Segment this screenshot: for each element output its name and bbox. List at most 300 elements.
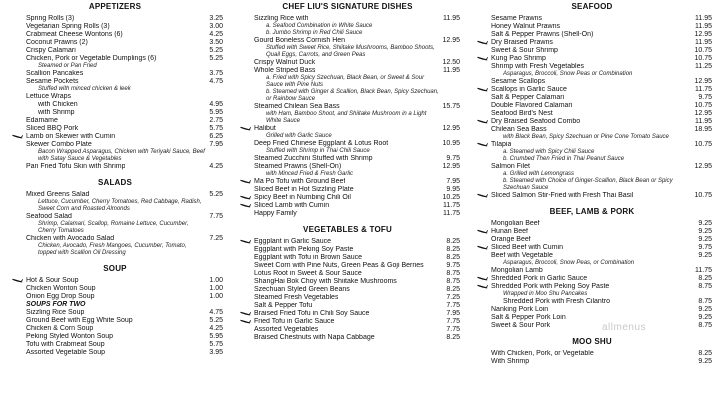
menu-item xyxy=(468,102,716,110)
menu-item xyxy=(3,163,227,171)
menu-item xyxy=(468,192,716,200)
menu-item xyxy=(231,318,464,326)
menu-item xyxy=(231,310,464,318)
menu-item xyxy=(3,349,227,357)
menu-item xyxy=(3,47,227,55)
item-price: 5.75 xyxy=(209,341,223,348)
menu-item xyxy=(231,262,464,270)
item-price: 10.75 xyxy=(694,102,712,109)
item-name: Lamb on Skewer with Cumin xyxy=(26,133,116,140)
menu-item xyxy=(231,202,464,210)
item-name: Steamed Fresh Vegetables xyxy=(254,294,339,301)
item-name: Braised Chestnuts with Napa Cabbage xyxy=(254,334,375,341)
item-price: 11.95 xyxy=(695,118,712,125)
item-name: Fried Tofu in Garlic Sauce xyxy=(254,318,335,325)
item-name: Sizzling Rice with xyxy=(254,15,309,22)
item-name: Crispy Walnut Duck xyxy=(254,59,316,66)
item-price: 11.75 xyxy=(443,210,460,217)
item-price: 12.50 xyxy=(442,59,460,66)
menu-item xyxy=(3,341,227,349)
item-price: 6.25 xyxy=(209,133,223,140)
item-description: Asparagus, Broccoli, Snow Peas, or Combination xyxy=(503,260,635,266)
item-name: With Shrimp xyxy=(491,358,530,365)
menu-item xyxy=(3,141,227,149)
menu-item xyxy=(468,220,716,228)
item-name: Pan Fried Tofu Skin with Shrimp xyxy=(26,163,126,170)
chili-pepper-icon xyxy=(240,239,251,244)
item-price: 12.95 xyxy=(694,31,712,38)
item-description: Wrapped in Moo Shu Pancakes xyxy=(503,291,588,297)
item-price: 9.25 xyxy=(698,236,712,243)
item-name: Sliced Beef with Cumin xyxy=(491,244,563,251)
menu-item xyxy=(3,23,227,31)
item-name: Shredded Pork with Peking Soy Paste xyxy=(491,283,610,290)
item-description: Shrimp, Calamari, Scallop, Romaine Lettuce, Cucumber, Cherry Tomatoes xyxy=(38,221,189,234)
menu-item xyxy=(3,191,227,199)
menu-item xyxy=(3,31,227,39)
item-name: Crabmeat Cheese Wontons (6) xyxy=(26,31,123,38)
item-price: 7.75 xyxy=(446,326,460,333)
menu-item xyxy=(231,178,464,186)
item-name: Whole Striped Bass xyxy=(254,67,316,74)
item-name: Nanking Pork Loin xyxy=(491,306,549,313)
item-price: 4.75 xyxy=(209,309,223,316)
menu-item xyxy=(3,133,227,141)
item-name: SOUPS FOR TWO xyxy=(26,301,86,308)
item-price: 1.00 xyxy=(209,285,223,292)
item-price: 8.75 xyxy=(698,322,712,329)
item-price: 12.95 xyxy=(694,78,712,85)
menu-item xyxy=(468,94,716,102)
item-name: Chicken Wonton Soup xyxy=(26,285,96,292)
chili-pepper-icon xyxy=(477,229,488,234)
item-name: Hunan Beef xyxy=(491,228,528,235)
item-price: 7.25 xyxy=(446,294,460,301)
menu-item xyxy=(231,186,464,194)
item-price: 8.75 xyxy=(446,270,460,277)
item-name: Sesame Prawns xyxy=(491,15,542,22)
item-price: 8.25 xyxy=(698,350,712,357)
item-price: 3.95 xyxy=(209,349,223,356)
section-title: MOO SHU xyxy=(572,337,612,346)
menu-item xyxy=(3,70,227,78)
menu-item xyxy=(3,125,227,133)
menu-item xyxy=(3,15,227,23)
section-title: SALADS xyxy=(97,178,133,187)
chili-pepper-icon xyxy=(240,179,251,184)
item-description: Lettuce, Cucumber, Cherry Tomatoes, Red Cabbage, Radish, Sweet Corn and Roasted Almonds xyxy=(38,199,202,212)
menu-item xyxy=(3,333,227,341)
menu-item xyxy=(468,298,716,306)
item-price: 2.75 xyxy=(209,117,223,124)
item-price: 11.75 xyxy=(695,267,712,274)
item-price: 11.95 xyxy=(443,67,460,74)
menu-item xyxy=(231,210,464,218)
menu-item xyxy=(3,301,227,309)
menu-item xyxy=(231,286,464,294)
menu-item xyxy=(231,59,464,67)
item-price: 9.25 xyxy=(698,314,712,321)
item-price: 9.25 xyxy=(698,358,712,365)
item-price: 4.95 xyxy=(209,101,223,108)
item-name: Sweet & Sour Pork xyxy=(491,322,551,329)
chili-pepper-icon xyxy=(477,56,488,61)
item-name: Double Flavored Calamari xyxy=(491,102,573,109)
section-title: SEAFOOD xyxy=(571,2,613,11)
item-name: ShangHai Bok Choy with Shiitake Mushrooms xyxy=(254,278,397,285)
item-price: 4.25 xyxy=(209,325,223,332)
item-description: Asparagus, Broccoli, Snow Peas or Combination xyxy=(503,71,633,77)
item-name: Shredded Pork in Garlic Sauce xyxy=(491,275,588,282)
menu-item xyxy=(468,47,716,55)
item-name: Sesame Pockets xyxy=(26,78,79,85)
menu-item xyxy=(468,358,716,366)
menu-item xyxy=(231,246,464,254)
item-price: 9.25 xyxy=(698,306,712,313)
item-price: 5.95 xyxy=(209,109,223,116)
item-price: 8.25 xyxy=(446,334,460,341)
chili-pepper-icon xyxy=(12,278,23,283)
item-name: Deep Fried Chinese Eggplant & Lotus Root xyxy=(254,140,389,147)
item-price: 8.75 xyxy=(698,283,712,290)
menu-item xyxy=(231,294,464,302)
chili-pepper-icon xyxy=(240,319,251,324)
item-price: 10.75 xyxy=(694,141,712,148)
chili-pepper-icon xyxy=(477,119,488,124)
menu-item xyxy=(468,267,716,275)
item-name: Halibut xyxy=(254,125,276,132)
item-name: Ground Beef with Egg White Soup xyxy=(26,317,133,324)
chili-pepper-icon xyxy=(240,126,251,131)
item-name: Edamame xyxy=(26,117,58,124)
item-price: 3.00 xyxy=(209,23,223,30)
item-name: Ma Po Tofu with Ground Beef xyxy=(254,178,346,185)
chili-pepper-icon xyxy=(477,245,488,250)
item-price: 9.25 xyxy=(698,228,712,235)
item-price: 3.50 xyxy=(209,39,223,46)
item-price: 8.25 xyxy=(446,246,460,253)
menu-item xyxy=(468,118,716,126)
item-price: 11.95 xyxy=(443,15,460,22)
menu-item xyxy=(231,67,464,75)
menu-item xyxy=(468,275,716,283)
item-price: 7.95 xyxy=(446,310,460,317)
item-description: Bacon Wrapped Asparagus, Chicken with Teriyaki Sauce, Beef with Satay Sauce & Vegetables xyxy=(38,149,205,162)
item-price: 3.75 xyxy=(209,70,223,77)
menu-item xyxy=(468,244,716,252)
item-description: a. Grilled with Lemongrass xyxy=(503,171,575,177)
chili-pepper-icon xyxy=(477,87,488,92)
item-name: Salt & Pepper Calamari xyxy=(491,94,565,101)
item-name: Onion Egg Drop Soup xyxy=(26,293,95,300)
item-price: 1.00 xyxy=(209,277,223,284)
section-title: CHEF LIU'S SIGNATURE DISHES xyxy=(282,2,413,11)
item-name: Steamed Chilean Sea Bass xyxy=(254,103,340,110)
menu-item xyxy=(468,314,716,322)
item-price: 9.25 xyxy=(698,220,712,227)
item-name: Chicken & Corn Soup xyxy=(26,325,94,332)
menu-item xyxy=(3,109,227,117)
item-price: 11.95 xyxy=(695,15,712,22)
item-description: Stuffed with Shrimp in Thai Chili Sauce xyxy=(266,148,370,154)
item-name: Eggplant with Tofu in Brown Sauce xyxy=(254,254,363,261)
item-name: Sliced Lamb with Cumin xyxy=(254,202,330,209)
item-name: Crispy Calamari xyxy=(26,47,76,54)
item-price: 11.75 xyxy=(695,86,712,93)
menu-item xyxy=(468,283,716,291)
menu-item xyxy=(468,350,716,358)
item-name: Salmon Filet xyxy=(491,163,530,170)
item-name: Assorted Vegetable Soup xyxy=(26,349,106,356)
item-price: 12.95 xyxy=(442,125,460,132)
item-price: 8.25 xyxy=(446,238,460,245)
item-price: 4.25 xyxy=(209,31,223,38)
item-name: Gourd Boneless Cornish Hen xyxy=(254,37,346,44)
item-description: a. Seafood Combination in White Sauce xyxy=(266,23,373,29)
menu-item xyxy=(231,326,464,334)
item-description: b. Crumbed Then Fried in Thai Peanut Sauce xyxy=(503,156,625,162)
chili-pepper-icon xyxy=(240,311,251,316)
item-name: Mongolian Beef xyxy=(491,220,540,227)
item-name: Orange Beef xyxy=(491,236,531,243)
item-name: Hot & Sour Soup xyxy=(26,277,79,284)
item-name: Lettuce Wraps xyxy=(26,93,72,100)
item-price: 11.25 xyxy=(695,63,712,70)
item-name: with Chicken xyxy=(38,101,78,108)
menu-item xyxy=(468,126,716,134)
item-name: Sizzling Rice Soup xyxy=(26,309,85,316)
item-name: Happy Family xyxy=(254,210,297,217)
item-price: 7.75 xyxy=(446,302,460,309)
item-name: Tofu with Crabmeat Soup xyxy=(26,341,105,348)
item-price: 12.95 xyxy=(442,37,460,44)
menu-item xyxy=(3,317,227,325)
item-price: 4.75 xyxy=(209,78,223,85)
menu-item xyxy=(468,55,716,63)
menu-column-1 xyxy=(3,0,227,407)
item-price: 7.95 xyxy=(209,141,223,148)
menu-item xyxy=(231,334,464,342)
item-name: Vegetarian Spring Rolls (3) xyxy=(26,23,110,30)
item-name: Spicy Beef in Numbing Chili Oil xyxy=(254,194,351,201)
menu-column-3 xyxy=(468,0,716,407)
menu-item xyxy=(231,194,464,202)
section-title: VEGETABLES & TOFU xyxy=(303,225,392,234)
item-name: Honey Walnut Prawns xyxy=(491,23,560,30)
item-name: Sliced BBQ Pork xyxy=(26,125,79,132)
menu-item xyxy=(231,270,464,278)
item-name: Mixed Greens Salad xyxy=(26,191,90,198)
section-title: APPETIZERS xyxy=(88,2,142,11)
item-name: Dry Braised Prawns xyxy=(491,39,553,46)
menu-item xyxy=(468,39,716,47)
item-description: Stuffed with minced chicken & leek xyxy=(38,86,131,92)
item-description: with Ham, Bamboo Shoot, and Shiitake Mushroom in a Light White Sauce xyxy=(266,111,427,124)
item-description: Steamed or Pan Fried xyxy=(38,63,97,69)
menu-item xyxy=(3,117,227,125)
item-price: 9.95 xyxy=(446,186,460,193)
section-title: SOUP xyxy=(103,264,127,273)
item-price: 7.95 xyxy=(446,178,460,185)
menu-item xyxy=(468,86,716,94)
item-name: Szechuan Styled Green Beans xyxy=(254,286,350,293)
item-price: 5.25 xyxy=(209,191,223,198)
menu-item xyxy=(231,163,464,171)
item-name: Scallion Pancakes xyxy=(26,70,84,77)
menu-item xyxy=(231,278,464,286)
chili-pepper-icon xyxy=(477,40,488,45)
menu-item xyxy=(3,325,227,333)
menu-item xyxy=(3,55,227,63)
item-name: Sliced Beef in Hot Sizzling Plate xyxy=(254,186,354,193)
menu-item xyxy=(231,140,464,148)
item-name: with Shrimp xyxy=(38,109,75,116)
item-name: Chilean Sea Bass xyxy=(491,126,547,133)
item-name: Eggplant with Peking Soy Paste xyxy=(254,246,354,253)
item-name: Assorted Vegetables xyxy=(254,326,319,333)
item-description: Grilled with Garlic Sauce xyxy=(266,133,332,139)
menu-item xyxy=(3,277,227,285)
menu-item xyxy=(468,31,716,39)
item-price: 5.25 xyxy=(209,317,223,324)
menu-item xyxy=(468,141,716,149)
item-name: Salt & Pepper Tofu xyxy=(254,302,313,309)
menu-item xyxy=(231,103,464,111)
menu-item xyxy=(468,23,716,31)
item-name: Seafood Bird's Nest xyxy=(491,110,553,117)
item-price xyxy=(223,301,227,309)
item-price: 8.75 xyxy=(698,298,712,305)
item-description: with Black Bean, Spicy Szechuan or Pine Cone Tomato Sauce xyxy=(503,134,669,140)
menu-item xyxy=(468,228,716,236)
item-price: 5.95 xyxy=(209,333,223,340)
menu-item xyxy=(3,93,227,101)
item-price: 15.75 xyxy=(442,103,460,110)
item-price: 10.95 xyxy=(442,140,460,147)
item-description: Chicken, Avocado, Fresh Mangoes, Cucumber, Tomato, topped with Scallion Oil Dressing xyxy=(38,243,187,256)
item-name: Eggplant in Garlic Sauce xyxy=(254,238,332,245)
item-price: 9.75 xyxy=(698,244,712,251)
item-name: Shrimp with Fresh Vegetables xyxy=(491,63,584,70)
item-name: Salt & Pepper Pork Loin xyxy=(491,314,566,321)
chili-pepper-icon xyxy=(240,203,251,208)
menu-item xyxy=(3,309,227,317)
item-name: Scallops in Garlic Sauce xyxy=(491,86,567,93)
item-name: Steamed Zucchini Stuffed with Shrimp xyxy=(254,155,373,162)
item-description: b. Steamed with Choice of Ginger-Scallion, Black Bean or Spicy Szechuan Sauce xyxy=(503,178,673,191)
item-price: 11.95 xyxy=(695,23,712,30)
item-name: Sesame Scallops xyxy=(491,78,546,85)
item-price xyxy=(223,93,227,101)
item-price: 7.75 xyxy=(209,213,223,220)
item-name: Lotus Root in Sweet & Sour Sauce xyxy=(254,270,362,277)
item-price: 7.25 xyxy=(209,235,223,242)
menu-item xyxy=(231,37,464,45)
menu-item xyxy=(468,322,716,330)
menu-item xyxy=(468,110,716,118)
item-price: 11.75 xyxy=(443,202,460,209)
menu-item xyxy=(3,293,227,301)
item-price: 12.95 xyxy=(442,163,460,170)
item-name: Kung Pao Shrimp xyxy=(491,55,546,62)
chili-pepper-icon xyxy=(240,195,251,200)
item-name: Sweet Corn with Pine Nuts, Green Peas & Goji Berries xyxy=(254,262,424,269)
item-description: Stuffed with Sweet Rice, Shiitake Mushrooms, Bamboo Shoots, Quail Eggs, Carrots, and Green Peas xyxy=(266,45,435,58)
item-price: 9.75 xyxy=(698,94,712,101)
menu-item xyxy=(3,78,227,86)
menu-column-2 xyxy=(231,0,464,407)
menu-item xyxy=(3,213,227,221)
menu-item xyxy=(231,238,464,246)
item-name: Dry Braised Seafood Combo xyxy=(491,118,581,125)
menu-item xyxy=(3,101,227,109)
item-name: Salt & Pepper Prawns (Shell-On) xyxy=(491,31,594,38)
watermark: allmenus xyxy=(602,322,647,333)
item-name: Coconut Prawns (2) xyxy=(26,39,88,46)
menu-item xyxy=(3,235,227,243)
item-price: 18.95 xyxy=(694,126,712,133)
chili-pepper-icon xyxy=(477,193,488,198)
item-name: Beef with Vegetable xyxy=(491,252,553,259)
item-name: Sweet & Sour Shrimp xyxy=(491,47,558,54)
item-price: 12.95 xyxy=(694,163,712,170)
item-price: 8.75 xyxy=(446,278,460,285)
chili-pepper-icon xyxy=(477,284,488,289)
item-name: Braised Fried Tofu in Chili Soy Sauce xyxy=(254,310,370,317)
menu-item xyxy=(231,15,464,23)
item-price: 7.75 xyxy=(446,318,460,325)
menu-item xyxy=(231,155,464,163)
item-price: 4.25 xyxy=(209,163,223,170)
menu-item xyxy=(468,236,716,244)
chili-pepper-icon xyxy=(12,134,23,139)
item-price: 8.25 xyxy=(446,286,460,293)
section-title: BEEF, LAMB & PORK xyxy=(549,207,635,216)
menu-item xyxy=(468,306,716,314)
item-description: a. Fried with Spicy Szechuan, Black Bean, or Sweet & Sour Sauce with Pine Nuts xyxy=(266,75,425,88)
menu-item xyxy=(3,39,227,47)
item-name: Seafood Salad xyxy=(26,213,72,220)
item-price: 5.25 xyxy=(209,47,223,54)
item-name: Tilapia xyxy=(491,141,512,148)
item-price: 8.25 xyxy=(446,254,460,261)
item-price: 1.00 xyxy=(209,293,223,300)
item-name: Chicken with Avocado Salad xyxy=(26,235,115,242)
item-name: Spring Rolls (3) xyxy=(26,15,75,22)
item-price: 10.75 xyxy=(694,192,712,199)
item-price: 5.25 xyxy=(209,55,223,62)
menu-item xyxy=(231,125,464,133)
item-price: 5.75 xyxy=(209,125,223,132)
item-name: Skewer Combo Plate xyxy=(26,141,92,148)
chili-pepper-icon xyxy=(477,142,488,147)
chili-pepper-icon xyxy=(477,276,488,281)
item-description: b. Steamed with Ginger & Scallion, Black Bean, Spicy Szechuan, or Rainbow Sauce xyxy=(266,89,439,102)
item-price: 9.25 xyxy=(698,252,712,259)
item-name: Sliced Salmon Stir-Fried with Fresh Thai Basil xyxy=(491,192,634,199)
item-name: Chicken, Pork or Vegetable Dumplings (6) xyxy=(26,55,157,62)
menu-item xyxy=(3,285,227,293)
item-description: a. Steamed with Spicy Chili Sauce xyxy=(503,149,595,155)
item-name: With Chicken, Pork, or Vegetable xyxy=(491,350,594,357)
item-description: with Minced Fried & Fresh Garlic xyxy=(266,171,354,177)
menu-item xyxy=(468,63,716,71)
menu-item xyxy=(468,252,716,260)
item-price: 10.75 xyxy=(694,55,712,62)
item-price: 10.25 xyxy=(442,194,460,201)
menu-item xyxy=(468,163,716,171)
menu-item xyxy=(231,254,464,262)
